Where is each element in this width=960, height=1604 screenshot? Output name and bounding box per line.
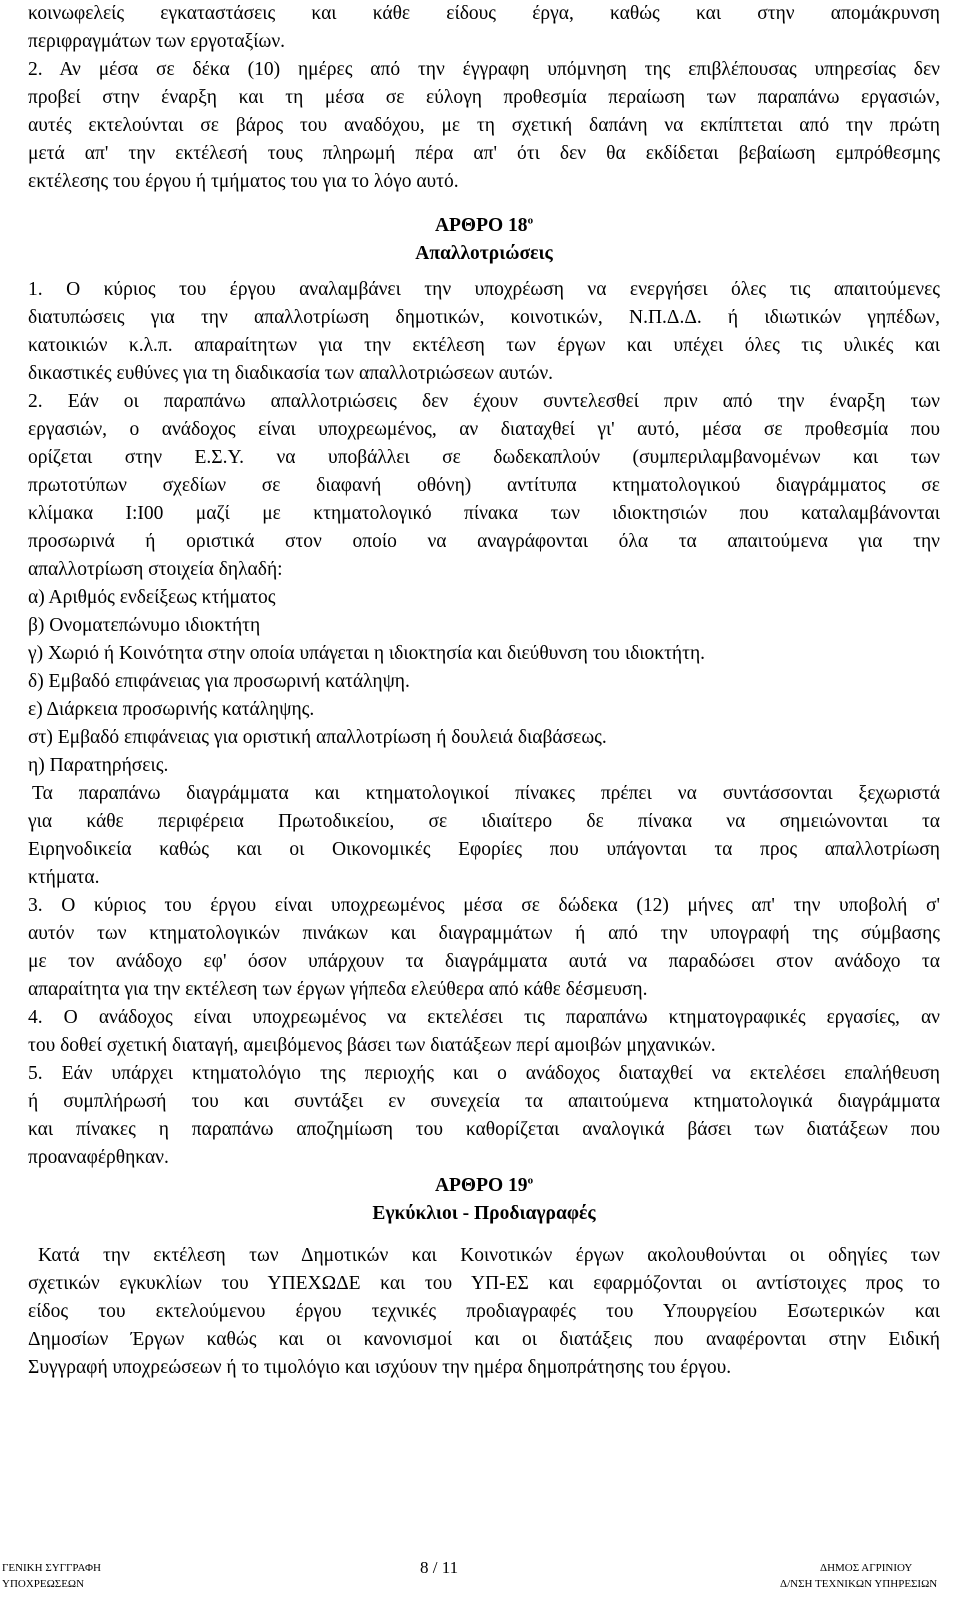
body-line: κοινωφελείς εγκαταστάσεις και κάθε είδους έργα, καθώς και στην απομάκρυνση <box>28 3 940 24</box>
list-item: στ) Εμβαδό επιφάνειας για οριστική απαλλοτρίωση ή δουλειά διαβάσεως. <box>28 727 607 748</box>
article-18-heading-text: ΑΡΘΡΟ 18 <box>434 215 528 236</box>
body-line: Συγγραφή υποχρεώσεων ή το τιμολόγιο και ισχύουν την ημέρα δημοπράτησης του έργου. <box>28 1357 732 1378</box>
article-19-heading-text: ΑΡΘΡΟ 19 <box>434 1175 528 1196</box>
body-line: εκτέλεσης του έργου ή τμήματος του για το λόγο αυτό. <box>28 171 459 192</box>
footer-right-line2: Δ/ΝΣΗ ΤΕΧΝΙΚΩΝ ΥΠΗΡΕΣΙΩΝ <box>780 1578 938 1590</box>
body-line: απαραίτητα για την εκτέλεση των έργων γήπεδα ελεύθερα από κάθε δέσμευση. <box>28 979 648 1000</box>
body-line: Δημοσίων Έργων καθώς και οι κανονισμοί και οι διατάξεις που αναφέρονται στην Ειδική <box>28 1329 940 1350</box>
body-line: 1. Ο κύριος του έργου αναλαμβάνει την υποχρέωση να ενεργήσει όλες τις απαιτούμενες <box>28 279 940 300</box>
article-19-title: Εγκύκλιοι - Προδιαγραφές <box>372 1203 596 1224</box>
body-line: κατοικιών κ.λ.π. απαραίτητων για την εκτέλεση των έργων και υπέχει όλες τις υλικές και <box>28 335 940 356</box>
body-line: ή συμπλήρωσή του και συντάξει εν συνεχεία τα απαιτούμενα κτηματολογικά διαγράμματα <box>28 1091 940 1112</box>
body-line: εργασιών, ο ανάδοχος είναι υποχρεωμένος, αν διαταχθεί γι' αυτό, μέσα σε προθεσμία που <box>28 419 940 440</box>
body-line: προαναφέρθηκαν. <box>28 1147 169 1168</box>
footer-left-line1: ΓΕΝΙΚΗ ΣΥΓΓΡΑΦΗ <box>2 1562 101 1574</box>
body-line: διατυπώσεις για την απαλλοτρίωση δημοτικών, κοινοτικών, Ν.Π.Δ.Δ. ή ιδιωτικών γηπέδων, <box>28 307 940 328</box>
article-18-heading-sup: ο <box>527 214 534 227</box>
list-item: δ) Εμβαδό επιφάνειας για προσωρινή κατάληψη. <box>28 671 410 692</box>
body-line: μετά απ' την εκτέλεσή τους πληρωμή πέρα απ' ότι δεν θα εκδίδεται βεβαίωση εμπρόθεσμης <box>28 143 940 164</box>
body-line: προσωρινά ή οριστικά στον οποίο να αναγράφονται όλα τα απαιτούμενα για την <box>28 531 940 552</box>
body-line: προβεί στην έναρξη και τη μέσα σε εύλογη προθεσμία περαίωση των παραπάνω εργασιών, <box>28 87 940 108</box>
body-line: για κάθε περιφέρεια Πρωτοδικείου, σε ιδιαίτερο δε πίνακα να σημειώνονται τα <box>28 811 940 832</box>
list-item: α) Αριθμός ενδείξεως κτήματος <box>28 587 276 608</box>
article-18-title: Απαλλοτριώσεις <box>415 243 553 264</box>
body-line: με τον ανάδοχο εφ' όσον υπάρχουν τα διαγράμματα αυτά να παραδώσει στον ανάδοχο τα <box>28 951 940 972</box>
body-line: ορίζεται στην Ε.Σ.Υ. να υποβάλλει σε δωδεκαπλούν (συμπεριλαμβανομένων και των <box>28 447 940 468</box>
footer-left-line2: ΥΠΟΧΡΕΩΣΕΩΝ <box>2 1578 85 1590</box>
body-line: Ειρηνοδικεία καθώς και οι Οικονομικές Εφορίες που υπάγονται τα προς απαλλοτρίωση <box>28 839 940 860</box>
article-19-heading-sup: ο <box>527 1174 534 1187</box>
article-19-heading <box>28 1172 940 1200</box>
list-item: β) Ονοματεπώνυμο ιδιοκτήτη <box>28 615 261 636</box>
body-line: αυτές εκτελούνται σε βάρος του αναδόχου, με τη σχετική δαπάνη να εκπίπτεται από την πρώτη <box>28 115 940 136</box>
body-line: 3. Ο κύριος του έργου είναι υποχρεωμένος μέσα σε δώδεκα (12) μήνες απ' την υποβολή σ' <box>28 895 940 916</box>
body-line: και πίνακες η παραπάνω αποζημίωση του καθορίζεται αναλογικά βάσει των διατάξεων που <box>28 1119 940 1140</box>
body-line: 4. Ο ανάδοχος είναι υποχρεωμένος να εκτελέσει τις παραπάνω κτηματογραφικές εργασίες, αν <box>28 1007 940 1028</box>
list-item: γ) Χωριό ή Κοινότητα στην οποία υπάγεται η ιδιοκτησία και διεύθυνση του ιδιοκτήτη. <box>28 643 706 664</box>
body-line: είδος του εκτελούμενου έργου τεχνικές προδιαγραφές του Υπουργείου Εσωτερικών και <box>28 1301 940 1322</box>
body-line: Τα παραπάνω διαγράμματα και κτηματολογικοί πίνακες πρέπει να συντάσσονται ξεχωριστά <box>32 783 940 804</box>
footer-right-line1: ΔΗΜΟΣ ΑΓΡΙΝΙΟΥ <box>820 1562 913 1574</box>
body-line: δικαστικές ευθύνες για τη διαδικασία των απαλλοτριώσεων αυτών. <box>28 363 554 384</box>
body-line: Κατά την εκτέλεση των Δημοτικών και Κοινοτικών έργων ακολουθούνται οι οδηγίες των <box>38 1245 940 1266</box>
page-footer <box>0 1556 960 1604</box>
footer-page-number: 8 / 11 <box>420 1558 459 1577</box>
body-line: αυτόν των κτηματολογικών πινάκων και διαγραμμάτων ή από την υπογραφή της σύμβασης <box>28 923 940 944</box>
body-line: απαλλοτρίωση στοιχεία δηλαδή: <box>28 559 283 580</box>
body-line: του δοθεί σχετική διαταγή, αμειβόμενος βάσει των διατάξεων περί αμοιβών μηχανικών. <box>28 1035 716 1056</box>
body-line: 5. Εάν υπάρχει κτηματολόγιο της περιοχής και ο ανάδοχος διαταχθεί να εκτελέσει επαλήθευση <box>28 1063 940 1084</box>
body-line: περιφραγμάτων των εργοταξίων. <box>28 31 286 52</box>
body-line: 2. Αν μέσα σε δέκα (10) ημέρες από την έγγραφη υπόμνηση της επιβλέπουσας υπηρεσίας δεν <box>28 59 940 80</box>
document-page <box>28 0 940 1382</box>
list-item: ε) Διάρκεια προσωρινής κατάληψης. <box>28 699 315 720</box>
list-item: η) Παρατηρήσεις. <box>28 755 169 776</box>
body-line: κτήματα. <box>28 867 100 888</box>
article-18-heading <box>28 212 940 240</box>
body-line: 2. Εάν οι παραπάνω απαλλοτριώσεις δεν έχουν συντελεσθεί πριν από την έναρξη των <box>28 391 940 412</box>
body-line: κλίμακα Ι:Ι00 μαζί με κτηματολογικό πίνακα των ιδιοκτησιών που καταλαμβάνονται <box>28 503 940 524</box>
body-line: πρωτοτύπων σχεδίων σε διαφανή οθόνη) αντίτυπα κτηματολογικού διαγράμματος σε <box>28 475 940 496</box>
body-line: σχετικών εγκυκλίων του ΥΠΕΧΩΔΕ και του ΥΠ-ΕΣ και εφαρμόζονται οι αντίστοιχες προς το <box>28 1273 940 1294</box>
